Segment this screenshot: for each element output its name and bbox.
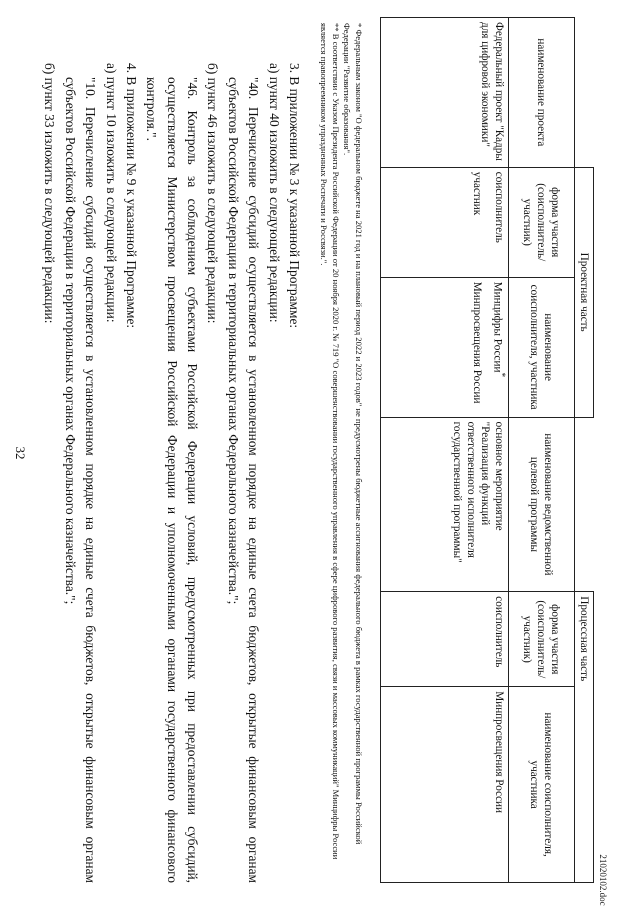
- paragraph: б) пункт 33 изложить в следующей редакции:: [42, 63, 58, 324]
- table-group-row: [575, 18, 594, 883]
- footnote-mark: *: [496, 372, 506, 378]
- party-mintsifry: [490, 282, 506, 413]
- cell-participant: [381, 277, 509, 417]
- participants-table: [380, 17, 594, 883]
- party-mintsifry-name: Минцифры России: [491, 281, 504, 373]
- header-project-name: наименование проекта: [509, 18, 575, 168]
- paragraph: а) пункт 10 изложить в следующей редакции:: [103, 63, 119, 323]
- paragraph: а) пункт 40 изложить в следующей редакции:: [266, 63, 282, 323]
- paragraph: "46. Контроль за соблюдением субъектами Российской Федерации условий, предусмотренных при предоставлении субсидий, осуществляется Министерством просвещения Российской Федерации и уполномоченными органами государственного финансового контроля.".: [144, 77, 201, 883]
- header-process-form: форма участия (соисполнитель/ участник): [509, 592, 575, 687]
- paragraph: 3. В приложении № 3 к указанной Программе:: [287, 63, 302, 329]
- header-program-name: наименование ведомственной целевой программы: [509, 417, 575, 592]
- header-form: форма участия (соисполнитель/ участник): [509, 167, 575, 277]
- table-header-row: [509, 18, 575, 883]
- rotated-page-content: [40, 17, 600, 887]
- group-project: Проектная часть: [575, 167, 594, 417]
- cell-form: [381, 167, 509, 277]
- form-participant: участник: [471, 171, 483, 216]
- header-participant: наименование соисполнителя, участника: [509, 277, 575, 417]
- group-process: Процессная часть: [575, 592, 594, 883]
- footnotes: [318, 23, 364, 883]
- party-minprosv: Минпросвещения России: [471, 281, 484, 404]
- table-row: [381, 18, 509, 883]
- landscape-content: [40, 17, 600, 887]
- footnote-1: * Федеральным законом "О федеральном бюджете на 2021 год и на плановый период 2022 и 2023 годов" не предусмотрены бюджетные ассигнования федерального бюджета в рамках государственной программы Российской Федерации "Развитие образования".: [342, 23, 364, 845]
- cell-project: Федеральный проект "Кадры для цифровой экономики": [381, 18, 509, 168]
- paragraph: б) пункт 46 изложить в следующей редакции:: [205, 63, 221, 324]
- document-code: 21020102.doc: [598, 854, 608, 906]
- paragraph: "10. Перечисление субсидий осуществляется в установленном порядке на единые счета бюджетов, открытые финансовым органам субъектов Российской Федерации в территориальных органах Федерального казначейства.";: [62, 77, 99, 883]
- page-number: 32: [13, 446, 28, 460]
- header-process-participant: наименование соисполнителя, участника: [509, 687, 575, 883]
- table-spacer: [575, 18, 594, 168]
- cell-program: основное мероприятие "Реализация функций ответственного исполнителя государственной программы": [381, 417, 509, 592]
- form-coexecutor: соисполнитель: [493, 171, 505, 243]
- body-text: [40, 17, 304, 883]
- paragraph: "40. Перечисление субсидий осуществляется в установленном порядке на единые счета бюджетов, открытые финансовым органам субъектов Российской Федерации в территориальных органах Федерального казначейства.";: [225, 77, 262, 883]
- footnote-2: ** В соответствии с Указом Президента Российской Федерации от 20 ноября 2020 г. № 719 "О совершенствовании государственного управления в сфере цифрового развития, связи и массовых коммуникаций" Минцифры России является правопреемником упраздненных Роспечати и Россвязи.".: [319, 23, 341, 860]
- table-spacer: [575, 417, 594, 592]
- cell-process-form: соисполнитель: [381, 592, 509, 687]
- cell-process-participant: Минпросвещения России: [381, 687, 509, 883]
- paragraph: 4. В приложении № 9 к указанной Программе:: [124, 63, 139, 329]
